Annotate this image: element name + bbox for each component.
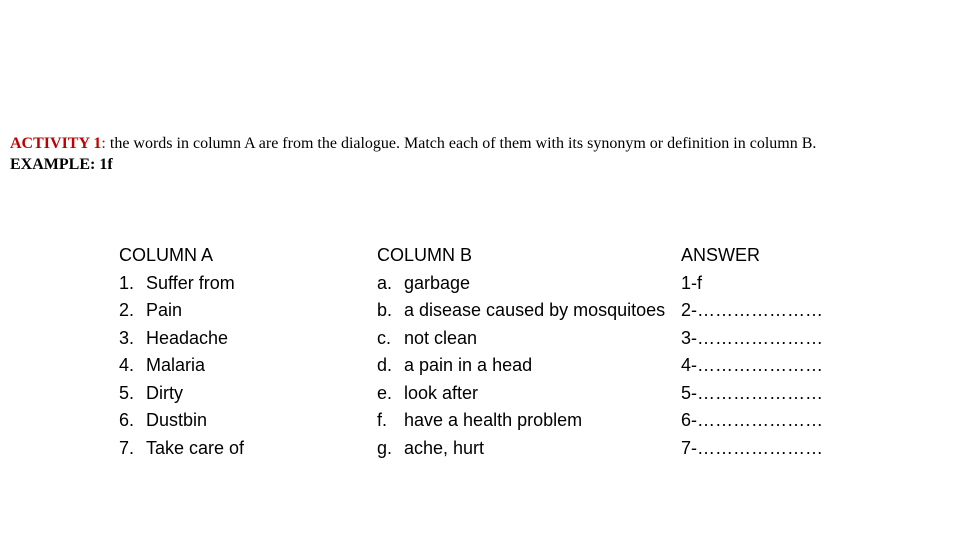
list-item-text: Malaria [146, 355, 206, 375]
list-marker: 5. [119, 382, 135, 403]
list-marker: 4. [119, 355, 135, 375]
list-marker: 6. [119, 410, 135, 430]
list-item [377, 352, 677, 380]
list-item [119, 407, 349, 435]
list-item [377, 407, 677, 435]
answer-item: 6-………………… [681, 410, 824, 430]
column-b-header: COLUMN B [377, 245, 473, 265]
list-item-text: Take care of [146, 437, 245, 458]
column-a [119, 242, 349, 462]
list-item-text: garbage [404, 272, 471, 293]
list-marker: 1. [119, 272, 135, 293]
answer-item: 4-………………… [681, 355, 824, 375]
answer-column [681, 242, 824, 462]
list-marker: 2. [119, 300, 135, 320]
activity-instructions [10, 133, 955, 175]
list-item [119, 435, 349, 463]
list-item-text: Headache [146, 327, 229, 348]
list-marker: e. [377, 382, 393, 403]
example-text: EXAMPLE: 1f [10, 156, 113, 173]
list-marker: 7. [119, 437, 135, 458]
list-marker: c. [377, 327, 392, 348]
list-item-text: Dirty [146, 382, 183, 403]
list-marker: a. [377, 272, 393, 293]
list-marker: 3. [119, 327, 135, 348]
list-item [377, 325, 677, 353]
column-a-header: COLUMN A [119, 245, 214, 265]
answer-header: ANSWER [681, 245, 761, 265]
list-item [119, 352, 349, 380]
list-item-text: ache, hurt [404, 437, 485, 458]
answer-item: 7-………………… [681, 437, 824, 458]
list-item-text: Suffer from [146, 272, 235, 293]
list-item [119, 297, 349, 325]
answer-item: 5-………………… [681, 382, 824, 403]
list-item [377, 380, 677, 408]
list-item [119, 270, 349, 298]
answer-item: 1-f [681, 272, 703, 293]
list-item [377, 270, 677, 298]
list-marker: b. [377, 300, 393, 320]
list-marker: f. [377, 410, 388, 430]
activity-label: ACTIVITY 1 [10, 135, 102, 152]
list-item [377, 435, 677, 463]
list-item-text: not clean [404, 327, 478, 348]
list-item [119, 380, 349, 408]
list-item-text: have a health problem [404, 410, 583, 430]
list-item [377, 297, 677, 325]
list-item [119, 325, 349, 353]
answer-item: 2-………………… [681, 300, 824, 320]
list-marker: d. [377, 355, 393, 375]
column-b [377, 242, 677, 462]
list-item-text: look after [404, 382, 479, 403]
list-item-text: a disease caused by mosquitoes [404, 300, 666, 320]
activity-colon: : [101, 135, 106, 152]
list-item-text: Pain [146, 300, 183, 320]
list-item-text: a pain in a head [404, 355, 533, 375]
activity-text: the words in column A are from the dialogue. Match each of them with its synonym or definition in column B. [105, 135, 817, 152]
answer-item: 3-………………… [681, 327, 824, 348]
list-item-text: Dustbin [146, 410, 208, 430]
list-marker: g. [377, 437, 393, 458]
